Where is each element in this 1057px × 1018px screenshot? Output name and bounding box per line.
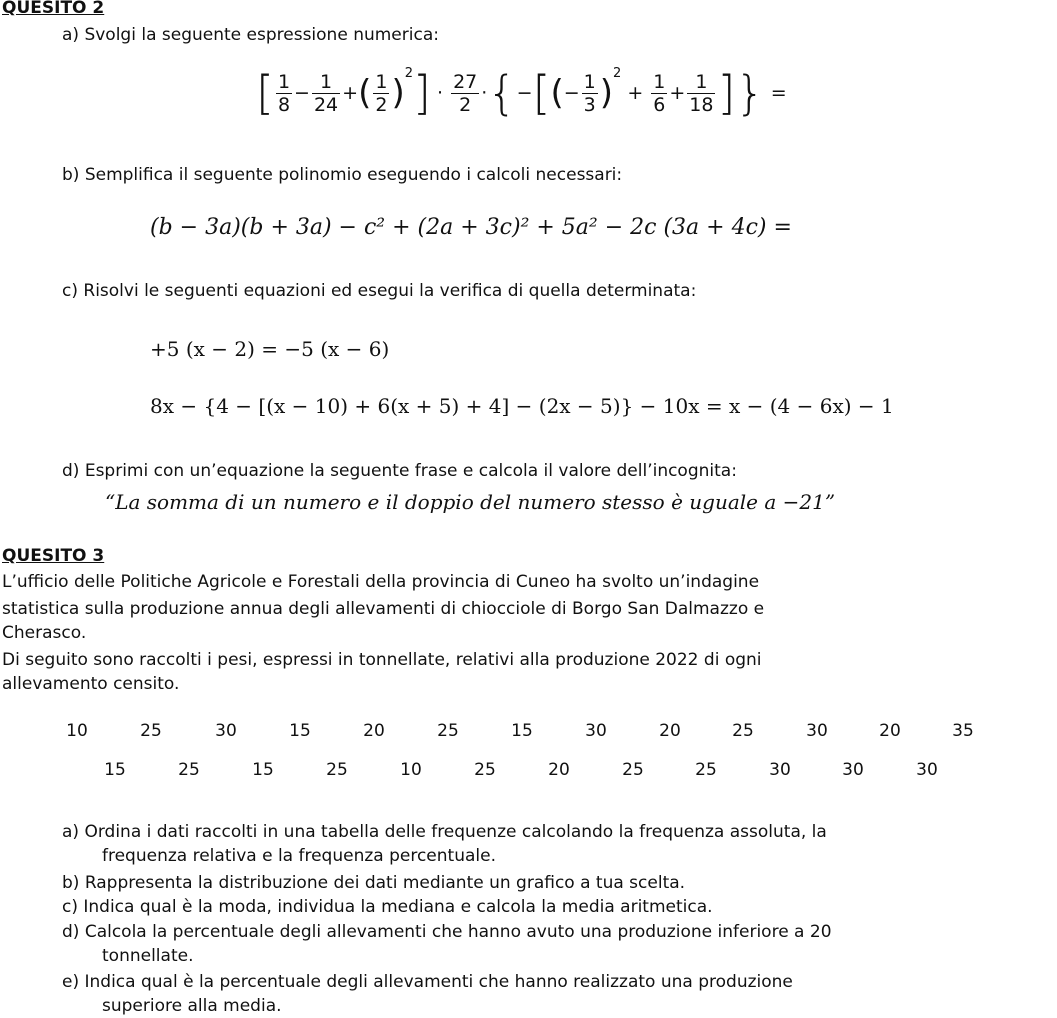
data-value: 25 [474,760,496,780]
data-value: 15 [104,760,126,780]
data-value: 15 [252,760,274,780]
q2-c-equation-1: +5 (x − 2) = −5 (x − 6) [150,337,390,361]
q3-intro-line-4: Di seguito sono raccolti i pesi, espressi in tonnellate, relativi alla produzione 2022 di ogni [2,650,762,670]
q3-e-line-2: superiore alla media. [102,996,282,1016]
data-value: 10 [66,721,88,741]
q2-a-instruction: a) Svolgi la seguente espressione numerica: [62,25,439,45]
q3-b: b) Rappresenta la distribuzione dei dati mediante un grafico a tua scelta. [62,873,686,893]
data-value: 10 [400,760,422,780]
q2-title: QUESITO 2 [2,0,105,18]
q2-b-polynomial: (b − 3a)(b + 3a) − c² + (2a + 3c)² + 5a² − 2c (3a + 4c) = [150,215,792,240]
q2-a-expression: [ $\frac{1}{8}$ − $\frac{1}{24}$ +( $\frac{1}{2}$ )$^2$] · $\frac{27}{2}$ ·{−[(− $\frac{1}{3}$ )$^2$ + $\frac{1}{6}$ + $\frac{1}{18}$ ]} = [256,66,787,120]
q2-c-equation-2: 8x − {4 − [(x − 10) + 6(x + 5) + 4] − (2x − 5)} − 10x = x − (4 − 6x) − 1 [150,394,894,418]
q3-a-line-2: frequenza relativa e la frequenza percentuale. [102,846,496,866]
data-value: 35 [952,721,974,741]
q3-c: c) Indica qual è la moda, individua la mediana e calcola la media aritmetica. [62,897,713,917]
bracket-open: [ [256,66,274,120]
data-value: 30 [806,721,828,741]
q3-a-line-1: a) Ordina i dati raccolti in una tabella delle frequenze calcolando la frequenza assoluta, la [62,822,827,842]
data-value: 30 [842,760,864,780]
data-value: 25 [140,721,162,741]
data-value: 30 [215,721,237,741]
q3-intro-line-1: L’ufficio delle Politiche Agricole e Forestali della provincia di Cuneo ha svolto un’indagine [2,572,760,592]
data-value: 25 [622,760,644,780]
q3-intro-line-2: statistica sulla produzione annua degli allevamenti di chiocciole di Borgo San Dalmazzo e [2,599,765,619]
data-value: 25 [695,760,717,780]
q2-b-instruction: b) Semplifica il seguente polinomio eseguendo i calcoli necessari: [62,165,623,185]
q3-intro-line-5: allevamento censito. [2,674,180,694]
data-value: 30 [916,760,938,780]
q3-e-line-1: e) Indica qual è la percentuale degli allevamenti che hanno realizzato una produzione [62,972,793,992]
q2-d-quote: “La somma di un numero e il doppio del numero stesso è uguale a −21” [105,490,836,514]
data-value: 20 [879,721,901,741]
data-value: 20 [659,721,681,741]
q3-d-line-1: d) Calcola la percentuale degli allevamenti che hanno avuto una produzione inferiore a 20 [62,922,832,942]
data-value: 20 [363,721,385,741]
data-value: 25 [326,760,348,780]
data-value: 20 [548,760,570,780]
data-value: 25 [437,721,459,741]
data-value: 30 [585,721,607,741]
q3-intro-line-3: Cherasco. [2,623,87,643]
data-value: 25 [732,721,754,741]
data-value: 15 [511,721,533,741]
q2-d-instruction: d) Esprimi con un’equazione la seguente frase e calcola il valore dell’incognita: [62,461,737,481]
q2-c-instruction: c) Risolvi le seguenti equazioni ed esegui la verifica di quella determinata: [62,281,697,301]
q3-d-line-2: tonnellate. [102,946,194,966]
data-value: 15 [289,721,311,741]
data-value: 25 [178,760,200,780]
q3-title: QUESITO 3 [2,546,105,566]
data-value: 30 [769,760,791,780]
